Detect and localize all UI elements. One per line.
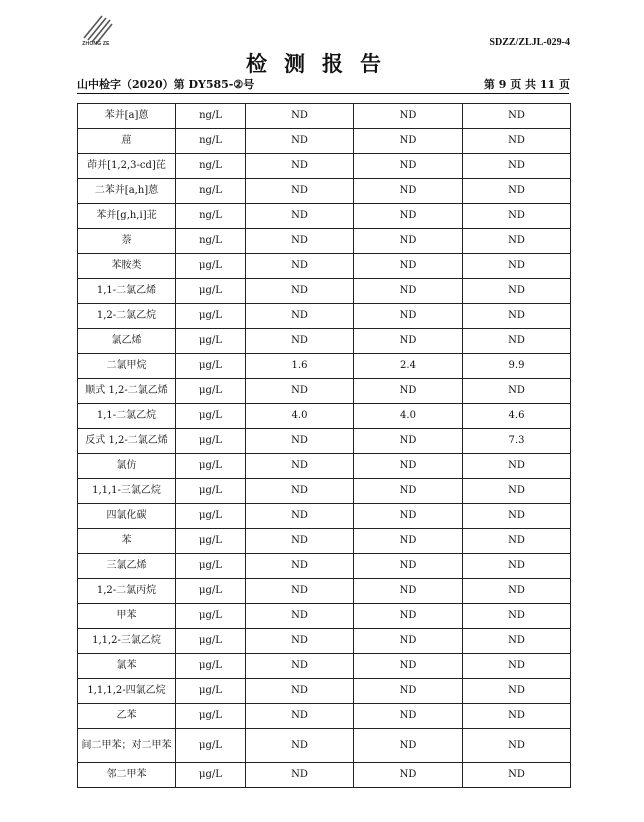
sample-2-value-cell: ND [354, 479, 463, 504]
sample-1-value-cell: ND [246, 179, 354, 204]
analyte-cell: 1,1-二氯乙烯 [78, 279, 176, 304]
sample-3-value-cell: ND [463, 579, 571, 604]
unit-cell: μg/L [176, 279, 246, 304]
table-row [78, 604, 571, 629]
sample-1-value-cell: ND [246, 604, 354, 629]
sample-2-value-cell: ND [354, 454, 463, 479]
sample-1-value-cell: ND [246, 279, 354, 304]
sample-2-value-cell: ND [354, 504, 463, 529]
sample-1-value-cell: ND [246, 679, 354, 704]
table-row [78, 654, 571, 679]
sample-1-value-cell: ND [246, 429, 354, 454]
analyte-cell: 萘 [78, 229, 176, 254]
sample-2-value-cell: ND [354, 679, 463, 704]
sample-2-value-cell: ND [354, 763, 463, 788]
results-table-body [78, 104, 571, 788]
analyte-cell: 氯仿 [78, 454, 176, 479]
analyte-cell: 三氯乙烯 [78, 554, 176, 579]
sample-1-value-cell: ND [246, 629, 354, 654]
page-indicator: 第 9 页 共 11 页 [483, 78, 570, 91]
sample-2-value-cell: ND [354, 604, 463, 629]
analyte-cell: 䓛 [78, 129, 176, 154]
analyte-cell: 邻二甲苯 [78, 763, 176, 788]
sample-3-value-cell: ND [463, 654, 571, 679]
sample-3-value-cell: ND [463, 729, 571, 763]
sample-1-value-cell: ND [246, 704, 354, 729]
analyte-cell: 1,1-二氯乙烷 [78, 404, 176, 429]
header-divider [77, 93, 569, 94]
table-row [78, 554, 571, 579]
sample-3-value-cell: ND [463, 154, 571, 179]
sample-3-value-cell: ND [463, 479, 571, 504]
logo-text: ZHONG ZE [82, 41, 110, 47]
sample-2-value-cell: ND [354, 529, 463, 554]
analyte-cell: 乙苯 [78, 704, 176, 729]
analyte-cell: 1,2-二氯乙烷 [78, 304, 176, 329]
unit-cell: μg/L [176, 479, 246, 504]
sample-3-value-cell: ND [463, 679, 571, 704]
sample-2-value-cell: ND [354, 429, 463, 454]
unit-cell: ng/L [176, 104, 246, 129]
analyte-cell: 反式 1,2-二氯乙烯 [78, 429, 176, 454]
unit-cell: ng/L [176, 229, 246, 254]
unit-cell: ng/L [176, 129, 246, 154]
unit-cell: μg/L [176, 679, 246, 704]
table-row [78, 763, 571, 788]
sample-3-value-cell: ND [463, 454, 571, 479]
report-number: 山中检字（2020）第 DY585-②号 [77, 78, 255, 91]
analyte-cell: 四氯化碳 [78, 504, 176, 529]
sample-2-value-cell: ND [354, 179, 463, 204]
document-code: SDZZ/ZLJL-029-4 [489, 37, 570, 48]
table-row [78, 279, 571, 304]
unit-cell: μg/L [176, 454, 246, 479]
sample-1-value-cell: ND [246, 504, 354, 529]
analyte-cell: 苯胺类 [78, 254, 176, 279]
sample-3-value-cell: ND [463, 254, 571, 279]
analyte-cell: 1,2-二氯丙烷 [78, 579, 176, 604]
table-row [78, 204, 571, 229]
page-title: 检测报告 [246, 51, 398, 76]
sample-2-value-cell: ND [354, 379, 463, 404]
unit-cell: ng/L [176, 179, 246, 204]
sample-2-value-cell: ND [354, 154, 463, 179]
sample-3-value-cell: ND [463, 529, 571, 554]
sample-3-value-cell: ND [463, 329, 571, 354]
table-row [78, 304, 571, 329]
sample-2-value-cell: ND [354, 329, 463, 354]
analyte-cell: 1,1,1-三氯乙烷 [78, 479, 176, 504]
table-row [78, 329, 571, 354]
results-table [77, 103, 571, 788]
table-row [78, 704, 571, 729]
table-row [78, 504, 571, 529]
sample-1-value-cell: ND [246, 204, 354, 229]
sample-3-value-cell: 9.9 [463, 354, 571, 379]
unit-cell: μg/L [176, 654, 246, 679]
unit-cell: μg/L [176, 329, 246, 354]
unit-cell: μg/L [176, 579, 246, 604]
sample-3-value-cell: ND [463, 629, 571, 654]
unit-cell: μg/L [176, 304, 246, 329]
sample-1-value-cell: ND [246, 654, 354, 679]
table-row [78, 579, 571, 604]
table-row [78, 229, 571, 254]
table-row [78, 529, 571, 554]
analyte-cell: 二氯甲烷 [78, 354, 176, 379]
analyte-cell: 氯苯 [78, 654, 176, 679]
sample-3-value-cell: ND [463, 304, 571, 329]
sample-2-value-cell: ND [354, 129, 463, 154]
sample-1-value-cell: ND [246, 554, 354, 579]
analyte-cell: 苯并[g,h,i]苝 [78, 204, 176, 229]
unit-cell: μg/L [176, 529, 246, 554]
sample-1-value-cell: ND [246, 454, 354, 479]
sample-2-value-cell: 2.4 [354, 354, 463, 379]
table-row [78, 479, 571, 504]
table-row [78, 354, 571, 379]
sample-1-value-cell: ND [246, 154, 354, 179]
sample-3-value-cell: ND [463, 129, 571, 154]
sample-1-value-cell: ND [246, 579, 354, 604]
analyte-cell: 顺式 1,2-二氯乙烯 [78, 379, 176, 404]
sample-1-value-cell: ND [246, 329, 354, 354]
sample-1-value-cell: ND [246, 763, 354, 788]
sample-1-value-cell: ND [246, 129, 354, 154]
sample-1-value-cell: ND [246, 479, 354, 504]
sample-3-value-cell: ND [463, 504, 571, 529]
sample-1-value-cell: 4.0 [246, 404, 354, 429]
sample-3-value-cell: 7.3 [463, 429, 571, 454]
sample-2-value-cell: ND [354, 579, 463, 604]
sample-3-value-cell: ND [463, 554, 571, 579]
sample-1-value-cell: ND [246, 729, 354, 763]
sample-3-value-cell: ND [463, 104, 571, 129]
unit-cell: μg/L [176, 763, 246, 788]
table-row [78, 104, 571, 129]
sample-2-value-cell: 4.0 [354, 404, 463, 429]
sample-3-value-cell: ND [463, 229, 571, 254]
analyte-cell: 1,1,1,2-四氯乙烷 [78, 679, 176, 704]
sample-3-value-cell: 4.6 [463, 404, 571, 429]
sample-2-value-cell: ND [354, 554, 463, 579]
sample-1-value-cell: ND [246, 254, 354, 279]
sample-1-value-cell: ND [246, 529, 354, 554]
unit-cell: μg/L [176, 554, 246, 579]
table-row [78, 679, 571, 704]
sample-2-value-cell: ND [354, 279, 463, 304]
analyte-cell: 苯并[a]蒽 [78, 104, 176, 129]
table-row [78, 379, 571, 404]
unit-cell: μg/L [176, 404, 246, 429]
table-row [78, 629, 571, 654]
analyte-cell: 1,1,2-三氯乙烷 [78, 629, 176, 654]
unit-cell: μg/L [176, 604, 246, 629]
unit-cell: ng/L [176, 204, 246, 229]
table-row [78, 154, 571, 179]
unit-cell: μg/L [176, 704, 246, 729]
unit-cell: ng/L [176, 154, 246, 179]
unit-cell: μg/L [176, 354, 246, 379]
table-row [78, 404, 571, 429]
analyte-cell: 间二甲苯；对二甲苯 [78, 729, 176, 763]
sample-2-value-cell: ND [354, 304, 463, 329]
sample-1-value-cell: ND [246, 379, 354, 404]
sample-2-value-cell: ND [354, 229, 463, 254]
sample-3-value-cell: ND [463, 279, 571, 304]
sample-3-value-cell: ND [463, 204, 571, 229]
sample-2-value-cell: ND [354, 254, 463, 279]
sample-2-value-cell: ND [354, 104, 463, 129]
unit-cell: μg/L [176, 429, 246, 454]
sample-3-value-cell: ND [463, 704, 571, 729]
unit-cell: μg/L [176, 729, 246, 763]
sample-2-value-cell: ND [354, 629, 463, 654]
table-row [78, 179, 571, 204]
analyte-cell: 甲苯 [78, 604, 176, 629]
analyte-cell: 茚并[1,2,3-cd]芘 [78, 154, 176, 179]
unit-cell: μg/L [176, 504, 246, 529]
analyte-cell: 氯乙烯 [78, 329, 176, 354]
sample-3-value-cell: ND [463, 179, 571, 204]
sample-1-value-cell: ND [246, 229, 354, 254]
sample-1-value-cell: 1.6 [246, 354, 354, 379]
sample-3-value-cell: ND [463, 379, 571, 404]
sample-3-value-cell: ND [463, 604, 571, 629]
unit-cell: μg/L [176, 254, 246, 279]
sample-1-value-cell: ND [246, 304, 354, 329]
table-row [78, 729, 571, 763]
table-row [78, 429, 571, 454]
unit-cell: μg/L [176, 379, 246, 404]
sample-2-value-cell: ND [354, 654, 463, 679]
table-row [78, 254, 571, 279]
analyte-cell: 苯 [78, 529, 176, 554]
sample-2-value-cell: ND [354, 729, 463, 763]
unit-cell: μg/L [176, 629, 246, 654]
sample-2-value-cell: ND [354, 704, 463, 729]
analyte-cell: 二苯并[a,h]蒽 [78, 179, 176, 204]
sample-3-value-cell: ND [463, 763, 571, 788]
table-row [78, 454, 571, 479]
sample-1-value-cell: ND [246, 104, 354, 129]
sample-2-value-cell: ND [354, 204, 463, 229]
table-row [78, 129, 571, 154]
